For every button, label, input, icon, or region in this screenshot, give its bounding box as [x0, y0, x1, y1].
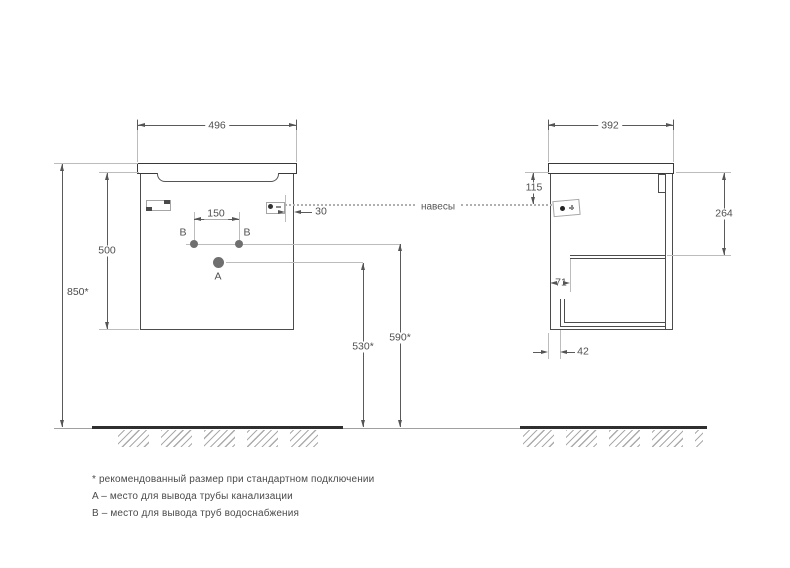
footnote-recommended-size: * рекомендованный размер при стандартном подключении: [92, 474, 375, 485]
top-rail-section: [658, 174, 666, 193]
side-hanger-mark: [571, 205, 573, 210]
hanger-screw-extension: [285, 195, 286, 222]
point-a-label: A: [214, 270, 222, 283]
arrowhead: [138, 123, 145, 127]
point-b-right-label: B: [243, 226, 251, 239]
dim-label-shelf-top-offset: 264: [712, 209, 736, 220]
ext-line: [548, 333, 549, 359]
arrowhead: [361, 420, 365, 427]
ext-line: [560, 330, 561, 359]
dim-label-shelf-back-clearance: 71: [555, 276, 567, 289]
dim-tail: [301, 212, 312, 213]
dim-label-total-height: 850*: [67, 286, 89, 298]
dim-label-hanger-offset: 30: [315, 205, 327, 218]
arrowhead: [278, 210, 285, 214]
arrowhead: [194, 217, 201, 221]
bottom-panel-line: [560, 326, 665, 327]
dim-label-hanger-top-offset: 115: [525, 181, 543, 194]
arrowhead: [531, 197, 535, 204]
arrowhead: [666, 123, 673, 127]
arrowhead: [105, 322, 109, 329]
arrowhead: [722, 173, 726, 180]
floor-hatching: [523, 430, 703, 447]
hangers-dotted-line: [461, 204, 560, 206]
dim-tail: [533, 352, 541, 353]
dim-label-water-height: 590*: [386, 333, 414, 344]
water-point-b-left: [190, 240, 198, 248]
arrowhead: [60, 420, 64, 427]
hangers-dotted-line: [272, 204, 415, 206]
arrowhead: [550, 281, 557, 285]
drain-point-a: [213, 257, 224, 268]
dim-label-holes-spacing: 150: [204, 209, 228, 220]
footnote-point-b: B – место для вывода труб водоснабжения: [92, 508, 300, 519]
sink-basin-outline: [157, 173, 279, 182]
back-notch-line: [560, 299, 561, 326]
arrowhead: [289, 123, 296, 127]
dim-label-depth: 392: [598, 120, 622, 131]
water-point-b-right: [235, 240, 243, 248]
arrowhead: [294, 210, 301, 214]
hanger-bracket-side-icon: [552, 199, 580, 217]
arrowhead: [60, 164, 64, 171]
ext-line: [525, 172, 549, 173]
hanger-right-mark: [276, 206, 281, 208]
dim-label-front-width: 496: [205, 120, 229, 131]
floor-hatching: [118, 430, 318, 447]
floor-segment: [92, 426, 343, 429]
front-cabinet-body: [140, 172, 294, 330]
arrowhead: [548, 123, 555, 127]
footnotes: [92, 475, 374, 526]
arrowhead: [722, 248, 726, 255]
hanger-right-screw: [268, 204, 273, 209]
ext-line: [99, 329, 139, 330]
shelf-line: [570, 258, 665, 259]
dim-label-cabinet-height: 500: [95, 246, 119, 257]
footnote-point-a: A – место для вывода трубы канализации: [92, 491, 293, 502]
dim-line-total-height: [62, 164, 63, 427]
dim-tick: [673, 120, 674, 130]
shelf-line: [570, 255, 665, 256]
arrowhead: [541, 350, 548, 354]
front-countertop: [137, 163, 297, 174]
side-cabinet-body: [550, 172, 673, 330]
dim-label-drain-height: 530*: [349, 342, 377, 353]
arrowhead: [531, 173, 535, 180]
arrowhead: [560, 350, 567, 354]
side-countertop: [548, 163, 674, 174]
water-level-line: [186, 244, 400, 245]
drain-level-line: [226, 262, 363, 263]
door-panel-line: [665, 173, 666, 329]
bottom-panel-line: [564, 322, 665, 323]
dim-tick: [296, 120, 297, 130]
hanger-left-clip: [146, 207, 152, 211]
dim-label-bottom-back-clearance: 42: [577, 345, 589, 358]
dim-tail: [567, 352, 575, 353]
floor-segment: [520, 426, 707, 429]
arrowhead: [563, 281, 570, 285]
arrowhead: [398, 244, 402, 251]
arrowhead: [105, 173, 109, 180]
ext-line: [570, 259, 571, 292]
point-b-left-label: B: [179, 226, 187, 239]
ext-line: [239, 212, 240, 241]
side-hanger-screw: [560, 206, 565, 211]
arrowhead: [398, 420, 402, 427]
hanger-left-clip: [164, 200, 170, 204]
ext-line: [54, 163, 138, 164]
hangers-label: навесы: [418, 202, 458, 213]
arrowhead: [361, 263, 365, 270]
ext-line: [667, 255, 731, 256]
arrowhead: [232, 217, 239, 221]
back-notch-line: [564, 299, 565, 322]
